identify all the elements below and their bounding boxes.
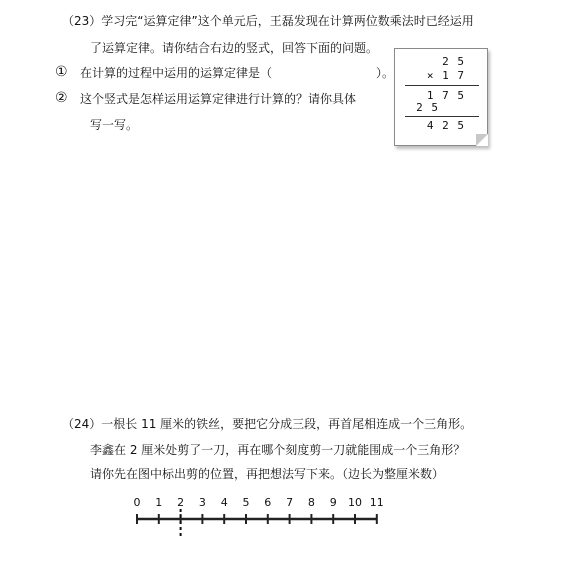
q23-line1: （23）学习完“运算定律”这个单元后，王磊发现在计算两位数乘法时已经运用: [62, 14, 474, 28]
calc-partial-product-1: 1 7 5: [426, 89, 465, 102]
ruler-svg: [128, 492, 388, 562]
q24-line2: 李鑫在 2 厘米处剪了一刀，再在哪个刻度剪一刀就能围成一个三角形？: [90, 443, 466, 457]
ruler-label-0: 0: [133, 496, 141, 509]
q23-item2-marker: ②: [55, 90, 68, 106]
ruler-label-4: 4: [220, 496, 228, 509]
ruler-label-5: 5: [242, 496, 250, 509]
q24-line3: 请你先在图中标出剪的位置，再把想法写下来。（边长为整厘米数）: [90, 467, 445, 481]
ruler-label-11: 11: [369, 496, 384, 509]
calc-result: 4 2 5: [426, 119, 465, 132]
ruler-label-10: 10: [348, 496, 362, 509]
wire-ruler: [128, 492, 388, 562]
q24-line1: （24）一根长 11 厘米的铁丝，要把它分成三段，再首尾相连成一个三角形。: [62, 417, 473, 431]
q23-item1-text: 在计算的过程中运用的运算定律是（: [80, 66, 273, 80]
page-curl-icon: [476, 134, 488, 146]
ruler-label-9: 9: [329, 496, 337, 509]
q23-item2-cont: 写一写。: [90, 118, 139, 132]
q23-item1-close: ）。: [376, 66, 395, 80]
calc-multiplier: × 1 7: [426, 69, 465, 82]
ruler-label-3: 3: [198, 496, 206, 509]
calc-multiplicand: 2 5: [442, 55, 465, 68]
calc-rule-bottom: [405, 116, 479, 117]
vertical-calculation-card: [394, 48, 488, 146]
ruler-label-1: 1: [155, 496, 163, 509]
ruler-label-6: 6: [264, 496, 272, 509]
ruler-label-8: 8: [307, 496, 315, 509]
q23-item1-marker: ①: [55, 64, 68, 80]
ruler-label-2: 2: [177, 496, 185, 509]
ruler-label-7: 7: [286, 496, 294, 509]
calc-partial-product-2: 2 5: [416, 101, 439, 114]
q23-item2-text: 这个竖式是怎样运用运算定律进行计算的？请你具体: [80, 92, 357, 106]
q23-line2: 了运算定律。请你结合右边的竖式，回答下面的问题。: [90, 41, 379, 55]
calc-rule-top: [405, 85, 479, 86]
